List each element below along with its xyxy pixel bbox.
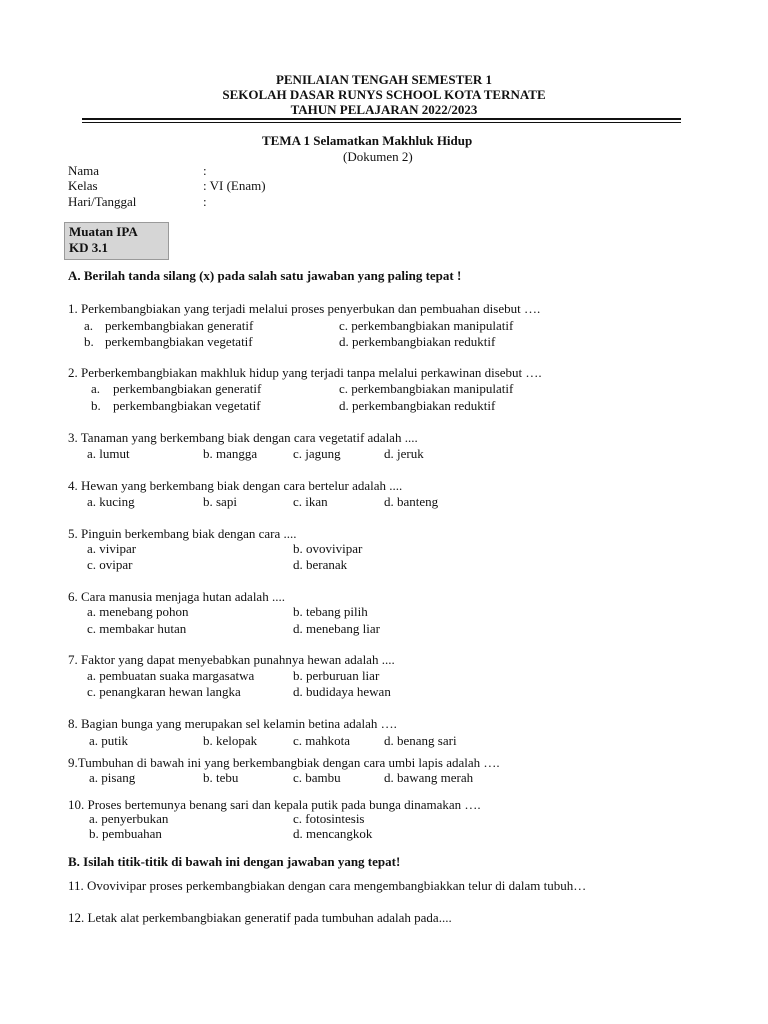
hari-tanggal-field[interactable]: : xyxy=(203,194,207,209)
nama-field[interactable]: : xyxy=(203,163,207,178)
q5-option-d[interactable]: d. beranak xyxy=(293,557,348,572)
q10-option-d[interactable]: d. mencangkok xyxy=(293,826,373,841)
q3-option-b[interactable]: b. mangga xyxy=(203,446,258,461)
document-label: (Dokumen 2) xyxy=(343,149,413,164)
q10-option-b[interactable]: b. pembuahan xyxy=(89,826,162,841)
question-10: 10. Proses bertemunya benang sari dan kepala putik pada bunga dinamakan …. xyxy=(68,797,481,812)
q4-option-d[interactable]: d. banteng xyxy=(384,494,439,509)
header-rule-thick xyxy=(82,118,681,120)
question-11: 11. Ovovivipar proses perkembangbiakan dengan cara mengembangbiakkan telur di dalam tubuh… xyxy=(68,878,587,893)
q4-option-b[interactable]: b. sapi xyxy=(203,494,237,509)
q9-option-d[interactable]: d. bawang merah xyxy=(384,770,474,785)
question-1: 1. Perkembangbiakan yang terjadi melalui proses penyerbukan dan pembuahan disebut …. xyxy=(68,301,541,316)
subject-box xyxy=(64,222,169,260)
q4-option-a[interactable]: a. kucing xyxy=(87,494,135,509)
header-rule-thin xyxy=(82,122,681,123)
q7-option-d[interactable]: d. budidaya hewan xyxy=(293,684,391,699)
q7-option-c[interactable]: c. penangkaran hewan langka xyxy=(87,684,241,699)
q8-option-d[interactable]: d. benang sari xyxy=(384,733,457,748)
question-8: 8. Bagian bunga yang merupakan sel kelamin betina adalah …. xyxy=(68,716,397,731)
question-5: 5. Pinguin berkembang biak dengan cara .... xyxy=(68,526,297,541)
header-line-2: SEKOLAH DASAR RUNYS SCHOOL KOTA TERNATE xyxy=(222,87,546,102)
q6-option-a[interactable]: a. menebang pohon xyxy=(87,604,189,619)
q1-option-a-marker: a. xyxy=(84,318,94,333)
question-9: 9.Tumbuhan di bawah ini yang berkembangbiak dengan cara umbi lapis adalah …. xyxy=(68,755,500,770)
q9-option-b[interactable]: b. tebu xyxy=(203,770,239,785)
question-7: 7. Faktor yang dapat menyebabkan punahnya hewan adalah .... xyxy=(68,652,395,667)
q3-option-d[interactable]: d. jeruk xyxy=(384,446,424,461)
section-b-instruction: B. Isilah titik-titik di bawah ini dengan jawaban yang tepat! xyxy=(68,854,401,869)
q6-option-b[interactable]: b. tebang pilih xyxy=(293,604,368,619)
q5-option-a[interactable]: a. vivipar xyxy=(87,541,137,556)
question-3: 3. Tanaman yang berkembang biak dengan cara vegetatif adalah .... xyxy=(68,430,418,445)
q1-option-b[interactable]: perkembangbiakan vegetatif xyxy=(105,334,253,349)
q4-option-c[interactable]: c. ikan xyxy=(293,494,328,509)
hari-tanggal-label: Hari/Tanggal xyxy=(68,194,137,209)
q1-option-a[interactable]: perkembangbiakan generatif xyxy=(105,318,254,333)
q3-option-a[interactable]: a. lumut xyxy=(87,446,130,461)
q9-option-c[interactable]: c. bambu xyxy=(293,770,341,785)
q2-option-d[interactable]: d. perkembangbiakan reduktif xyxy=(339,398,496,413)
question-12: 12. Letak alat perkembangbiakan generatif pada tumbuhan adalah pada.... xyxy=(68,910,452,925)
q1-option-c[interactable]: c. perkembangbiakan manipulatif xyxy=(339,318,514,333)
q6-option-d[interactable]: d. menebang liar xyxy=(293,621,380,636)
q5-option-c[interactable]: c. ovipar xyxy=(87,557,133,572)
q2-option-c[interactable]: c. perkembangbiakan manipulatif xyxy=(339,381,514,396)
q7-option-b[interactable]: b. perburuan liar xyxy=(293,668,380,683)
section-a-instruction: A. Berilah tanda silang (x) pada salah satu jawaban yang paling tepat ! xyxy=(68,268,462,283)
q8-option-c[interactable]: c. mahkota xyxy=(293,733,351,748)
question-6: 6. Cara manusia menjaga hutan adalah .... xyxy=(68,589,285,604)
q10-option-c[interactable]: c. fotosintesis xyxy=(293,811,365,826)
q8-option-b[interactable]: b. kelopak xyxy=(203,733,258,748)
question-4: 4. Hewan yang berkembang biak dengan cara bertelur adalah .... xyxy=(68,478,403,493)
q2-option-b[interactable]: perkembangbiakan vegetatif xyxy=(113,398,261,413)
q1-option-b-marker: b. xyxy=(84,334,94,349)
q2-option-a[interactable]: perkembangbiakan generatif xyxy=(113,381,262,396)
subject-line-1: Muatan IPA xyxy=(69,224,138,239)
q8-option-a[interactable]: a. putik xyxy=(89,733,128,748)
theme-title: TEMA 1 Selamatkan Makhluk Hidup xyxy=(262,133,473,148)
q10-option-a[interactable]: a. penyerbukan xyxy=(89,811,169,826)
q2-option-a-marker: a. xyxy=(91,381,101,396)
kelas-label: Kelas xyxy=(68,178,98,193)
q7-option-a[interactable]: a. pembuatan suaka margasatwa xyxy=(87,668,255,683)
q5-option-b[interactable]: b. ovovivipar xyxy=(293,541,363,556)
nama-label: Nama xyxy=(68,163,100,178)
q1-option-d[interactable]: d. perkembangbiakan reduktif xyxy=(339,334,496,349)
header-line-1: PENILAIAN TENGAH SEMESTER 1 xyxy=(275,72,493,87)
header-line-3: TAHUN PELAJARAN 2022/2023 xyxy=(290,102,478,117)
q9-option-a[interactable]: a. pisang xyxy=(89,770,136,785)
question-2: 2. Perberkembangbiakan makhluk hidup yang terjadi tanpa melalui perkawinan disebut …. xyxy=(68,365,542,380)
kelas-field: : VI (Enam) xyxy=(203,178,266,193)
subject-line-2: KD 3.1 xyxy=(69,240,108,255)
q2-option-b-marker: b. xyxy=(91,398,101,413)
q3-option-c[interactable]: c. jagung xyxy=(293,446,341,461)
q6-option-c[interactable]: c. membakar hutan xyxy=(87,621,187,636)
